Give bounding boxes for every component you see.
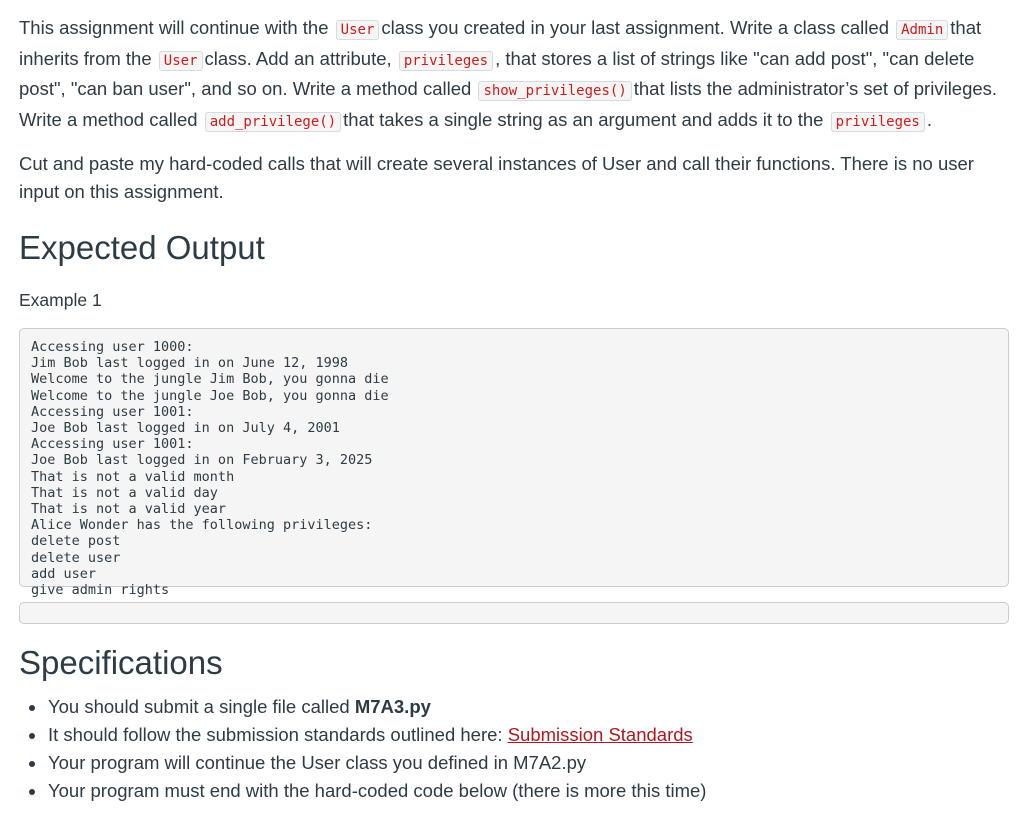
list-item xyxy=(47,693,1011,721)
code-user: User xyxy=(159,51,203,71)
intro-text: . xyxy=(926,108,933,130)
intro-text: that lists the administrator’s set of privileges. Write a method called xyxy=(19,78,998,130)
code-admin: Admin xyxy=(896,20,948,40)
intro-text: , that stores a list of strings like "can add post", "can delete post", "can ban user", and so on. Write a method called xyxy=(19,47,975,99)
example-label: Example 1 xyxy=(19,290,102,310)
code-user: User xyxy=(336,20,380,40)
code-privileges: privileges xyxy=(831,112,925,132)
specifications-heading: Specifications xyxy=(19,644,223,681)
intro-text: This assignment will continue with the xyxy=(19,17,334,38)
intro-paragraph xyxy=(19,14,1011,136)
code-privileges: privileges xyxy=(399,51,493,71)
empty-code-block xyxy=(19,602,1009,624)
list-item xyxy=(47,777,1011,805)
expected-output-block: Accessing user 1000: Jim Bob last logged in on June 12, 1998 Welcome to the jungle Jim Bob, you gonna die Welcome to the jungle Joe Bob, you gonna die Accessing user 1001: Joe Bob last logged in on July 4, 2001 Accessing user 1001: Joe Bob last logged in on February 3, 2025 That is not a valid month That is not a valid day That is not a valid year Alice Wonder has the following privileges: delete post delete user add user give admin rights xyxy=(19,328,1009,587)
intro-text: class you created in your last assignment. Write a class called xyxy=(381,17,895,38)
spec-text: It should follow the submission standards outlined here: xyxy=(48,724,508,745)
list-item xyxy=(47,721,1011,749)
specifications-list xyxy=(19,693,1011,805)
intro-text: that inherits from the xyxy=(19,17,982,69)
filename: M7A3.py xyxy=(354,696,431,717)
spec-text: Your program will continue the User class you defined in M7A2.py xyxy=(48,752,587,773)
spec-text: You should submit a single file called xyxy=(48,696,355,717)
intro-text: class. Add an attribute, xyxy=(204,47,397,69)
intro-text: that takes a single string as an argument and adds it to the xyxy=(343,108,829,130)
code-add-privilege: add_privilege() xyxy=(205,112,341,132)
assignment-content xyxy=(19,14,1011,805)
code-show-privileges: show_privileges() xyxy=(478,81,631,101)
list-item xyxy=(47,749,1011,777)
submission-standards-link[interactable]: Submission Standards xyxy=(507,724,693,745)
instructions-paragraph: Cut and paste my hard-coded calls that will create several instances of User and call their functions. There is no user input on this assignment. xyxy=(19,153,974,202)
spec-text: Your program must end with the hard-coded code below (there is more this time) xyxy=(48,780,707,801)
expected-output-heading: Expected Output xyxy=(19,229,265,266)
